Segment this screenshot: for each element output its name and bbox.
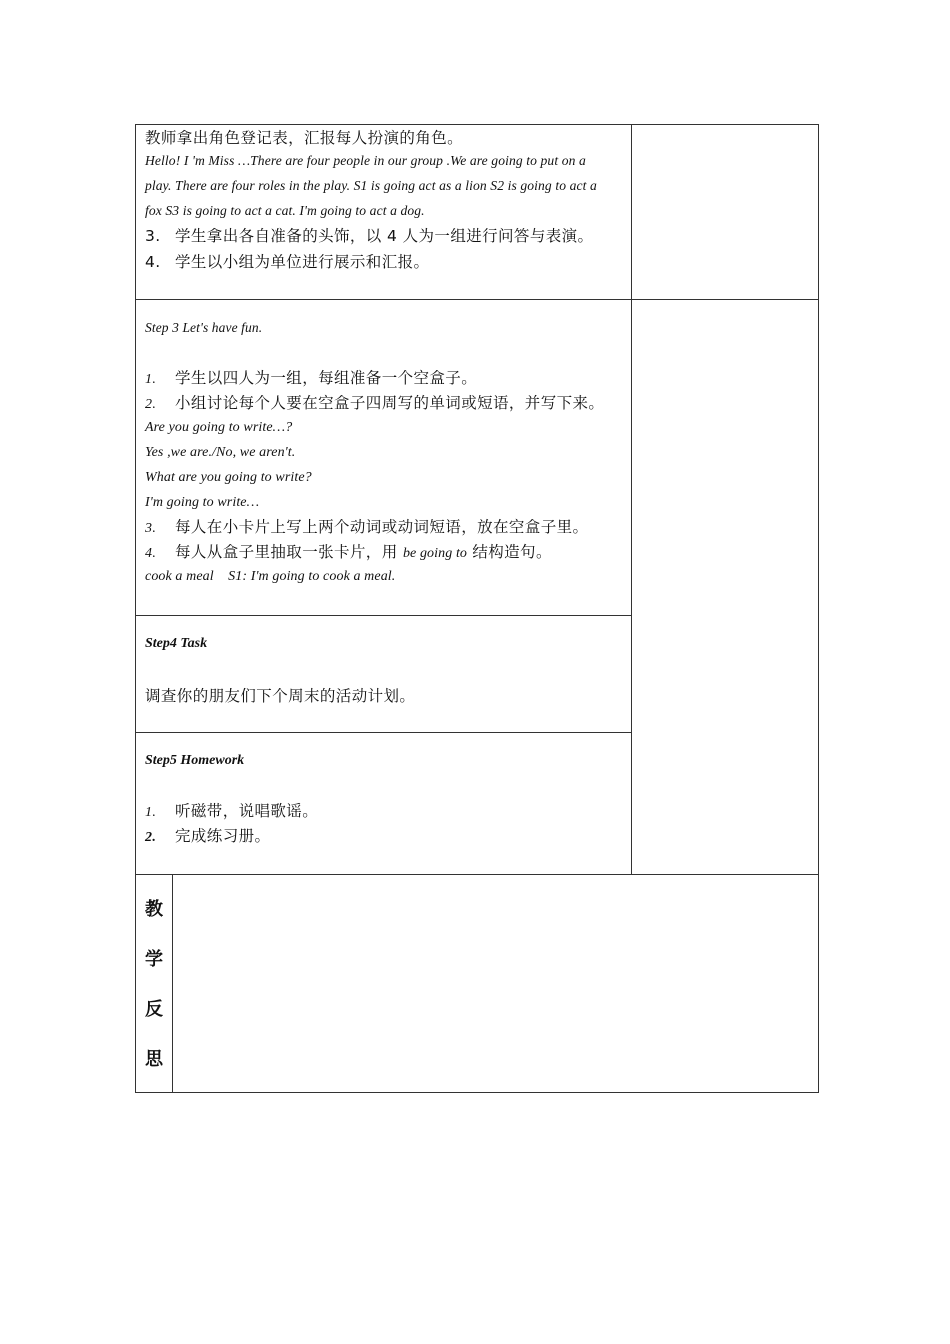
item-text: 学生以四人为一组，每组准备一个空盒子。 xyxy=(175,369,478,387)
reflection-label-char: 学 xyxy=(145,949,163,970)
section1-item4 xyxy=(145,252,429,272)
section1-item3 xyxy=(145,226,593,246)
item-number: 4. xyxy=(145,546,157,561)
item-text: 学生拿出各自准备的头饰，以 4 人为一组进行问答与表演。 xyxy=(175,227,594,245)
notes-column-lower[interactable] xyxy=(633,301,817,873)
item-number: 1. xyxy=(145,372,157,387)
notes-column-upper[interactable] xyxy=(633,126,817,298)
section2-item3 xyxy=(145,517,588,539)
row-divider-2 xyxy=(135,615,632,616)
section2-dialog3: What are you going to write? xyxy=(145,470,312,485)
section3-text: 调查你的朋友们下个周末的活动计划。 xyxy=(145,687,416,705)
reflection-label-divider xyxy=(172,874,173,1093)
reflection-content-area[interactable] xyxy=(174,876,817,1091)
section1-line4: fox S3 is going to act a cat. I'm going to act a dog. xyxy=(145,203,425,218)
item-number: 3. xyxy=(145,227,161,245)
section1-line3: play. There are four roles in the play. S1 is going act as a lion S2 is going to act a xyxy=(145,178,597,193)
reflection-label-char: 教 xyxy=(145,899,163,920)
item-text: 结构造句。 xyxy=(467,543,552,561)
item-text: 听磁带，说唱歌谣。 xyxy=(175,802,319,820)
item-text: 小组讨论每个人要在空盒子四周写的单词或短语，并写下来。 xyxy=(175,394,605,412)
item-number: 4. xyxy=(145,253,161,271)
section3-title: Step4 Task xyxy=(145,636,208,651)
section2-item2 xyxy=(145,393,604,415)
section2-title: Step 3 Let's have fun. xyxy=(145,320,263,335)
section4-title: Step5 Homework xyxy=(145,753,245,768)
section1-line2: Hello! I 'm Miss …There are four people in our group .We are going to put on a xyxy=(145,153,586,168)
section2-dialog1: Are you going to write…? xyxy=(145,420,293,435)
section2-example: cook a meal S1: I'm going to cook a meal. xyxy=(145,569,396,584)
item-text: 学生以小组为单位进行展示和汇报。 xyxy=(175,253,430,271)
section4-item2 xyxy=(145,826,270,848)
table-right-border xyxy=(818,124,819,1093)
section2-item4 xyxy=(145,542,552,564)
reflection-label-char: 思 xyxy=(145,1049,163,1070)
section4-item1 xyxy=(145,801,318,823)
table-bottom-border xyxy=(135,1092,819,1093)
section2-dialog2: Yes ,we are./No, we aren't. xyxy=(145,445,296,460)
table-top-border xyxy=(135,124,819,125)
section2-dialog4: I'm going to write… xyxy=(145,495,260,510)
column-divider xyxy=(631,124,632,875)
item-text: 每人在小卡片上写上两个动词或动词短语，放在空盒子里。 xyxy=(175,518,589,536)
section1-line1: 教师拿出角色登记表，汇报每人扮演的角色。 xyxy=(145,129,464,147)
row-divider-4 xyxy=(135,874,819,875)
section2-item1 xyxy=(145,368,477,390)
item-number: 2. xyxy=(145,397,157,412)
row-divider-3 xyxy=(135,732,632,733)
item-text: 每人从盒子里抽取一张卡片，用 xyxy=(175,543,403,561)
item-text-english: be going to xyxy=(402,546,468,561)
item-text: 完成练习册。 xyxy=(175,827,271,845)
item-number: 3. xyxy=(145,521,157,536)
item-number: 1. xyxy=(145,805,157,820)
row-divider-1 xyxy=(135,299,819,300)
reflection-label-char: 反 xyxy=(145,999,163,1020)
item-number: 2. xyxy=(145,830,157,845)
